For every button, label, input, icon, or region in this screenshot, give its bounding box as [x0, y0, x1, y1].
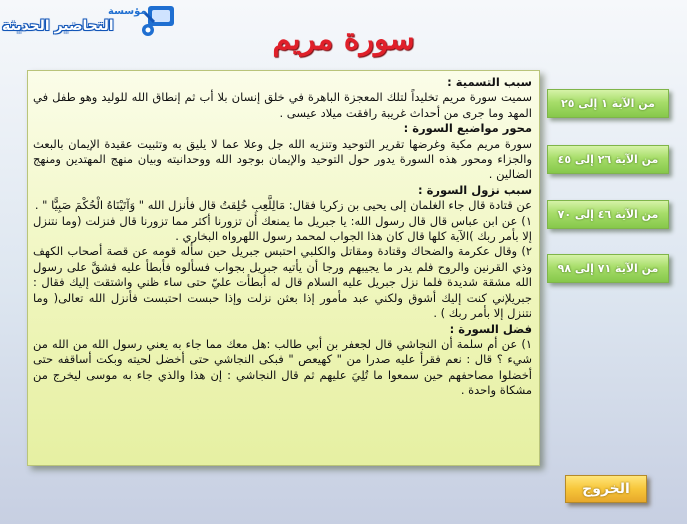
- nav-button-ayah-71-98[interactable]: من الآية ٧١ إلى ٩٨: [547, 254, 669, 283]
- section-body-revelation-2: ١) عن ابن عباس قال قال رسول الله: يا جبريل ما يمنعك أن تزورنا أكثر مما تزورنا قال فنزلت (وما نتنزل إلا بأمر ربك )الآية كلها قال كان هذا الجواب لمحمد رسول اللهرواه البخاري .: [33, 213, 532, 244]
- nav-button-ayah-26-45[interactable]: من الآية ٢٦ إلى ٤٥: [547, 145, 669, 174]
- section-heading-naming: سبب التسمية :: [447, 75, 532, 89]
- nav-button-ayah-1-25[interactable]: من الآية ١ إلى ٢٥: [547, 89, 669, 118]
- section-heading-revelation: سبب نزول السورة :: [418, 182, 532, 197]
- page-title: سورة مريم: [272, 22, 415, 57]
- section-heading-virtue: فضل السورة :: [449, 321, 532, 336]
- section-body-revelation-1: عن قتادة قال جاء الغلمان إلى يحيى بن زكريا فقال: مَالِلَّعِبِ خُلِقتُ قال فأنزل الله " وَآتَيْنَاهُ الْحُكْمَ صَبِيًّا " .: [34, 198, 532, 213]
- exit-button[interactable]: الخروج: [565, 475, 647, 503]
- section-body-themes: سورة مريم مكية وغرضها تقرير التوحيد وتنزيه الله جل وعلا عما لا يليق به وتثبيت عقيدة الإيمان بالبعث والجزاء ومحور هذه السورة يدور حول التوحيد والإيمان بوجود الله ووحدانيته وبيان منهج المهتدين ومنهج الضالين .: [33, 136, 532, 182]
- section-body-virtue: ١) عن أم سلمة أن النجاشي قال لجعفر بن أبي طالب :هل معك مما جاء به يعني رسول الله من الله من شيء ؟ قال : نعم فقرأ عليه صدرا من " كهيعص " فبكى النجاشي حتى أخضل لحيته وبكت أساقفه حتى أخضلوا مصاحفهم حين سمعوا ما تُلِيَ عليهم ثم قال النجاشي : إن هذا والذي جاء به موسى ليخرج من مشكاة واحدة .: [33, 336, 532, 398]
- section-heading-themes: محور مواضيع السورة :: [403, 121, 532, 136]
- nav-button-ayah-46-70[interactable]: من الآية ٤٦ إلى ٧٠: [547, 200, 669, 229]
- logo-small-text: مؤسسة: [108, 6, 147, 17]
- section-body-naming: سميت سورة مريم تخليداً لتلك المعجزة الباهرة في خلق إنسان بلا أب ثم إنطاق الله للوليد وهو طفل في المهد وما جرى من أحداث غريبة رافقت ميلاد عيسى .: [33, 90, 532, 120]
- logo-main-text: التحاضير الحديثة: [2, 18, 114, 34]
- content-panel: [27, 70, 540, 466]
- section-body-revelation-3: ٢) وقال عكرمة والضحاك وقتادة ومقاتل والكلبي احتبس جبريل حين سأله قومه عن قصة أصحاب الكهف وذي القرنين والروح فلم يدر ما يجيبهم ورجا أن يأتيه جبريل بجواب فسألوه فأبطأ عليه فشقَّ على رسول الله مشقة شديدة فلما نزل جبريل عليه السلام قال له أبطأت عليّ حتى ساء ظني واشتقت إليك فقال : جبريلإني كنت إليك أشوق ولكني عبد مأمور إذا بعثن نزلت وإذا حبست احتبست فأنزل الله تعالى( وما نتنزل إلا بأمر ربك ) .: [33, 244, 532, 321]
